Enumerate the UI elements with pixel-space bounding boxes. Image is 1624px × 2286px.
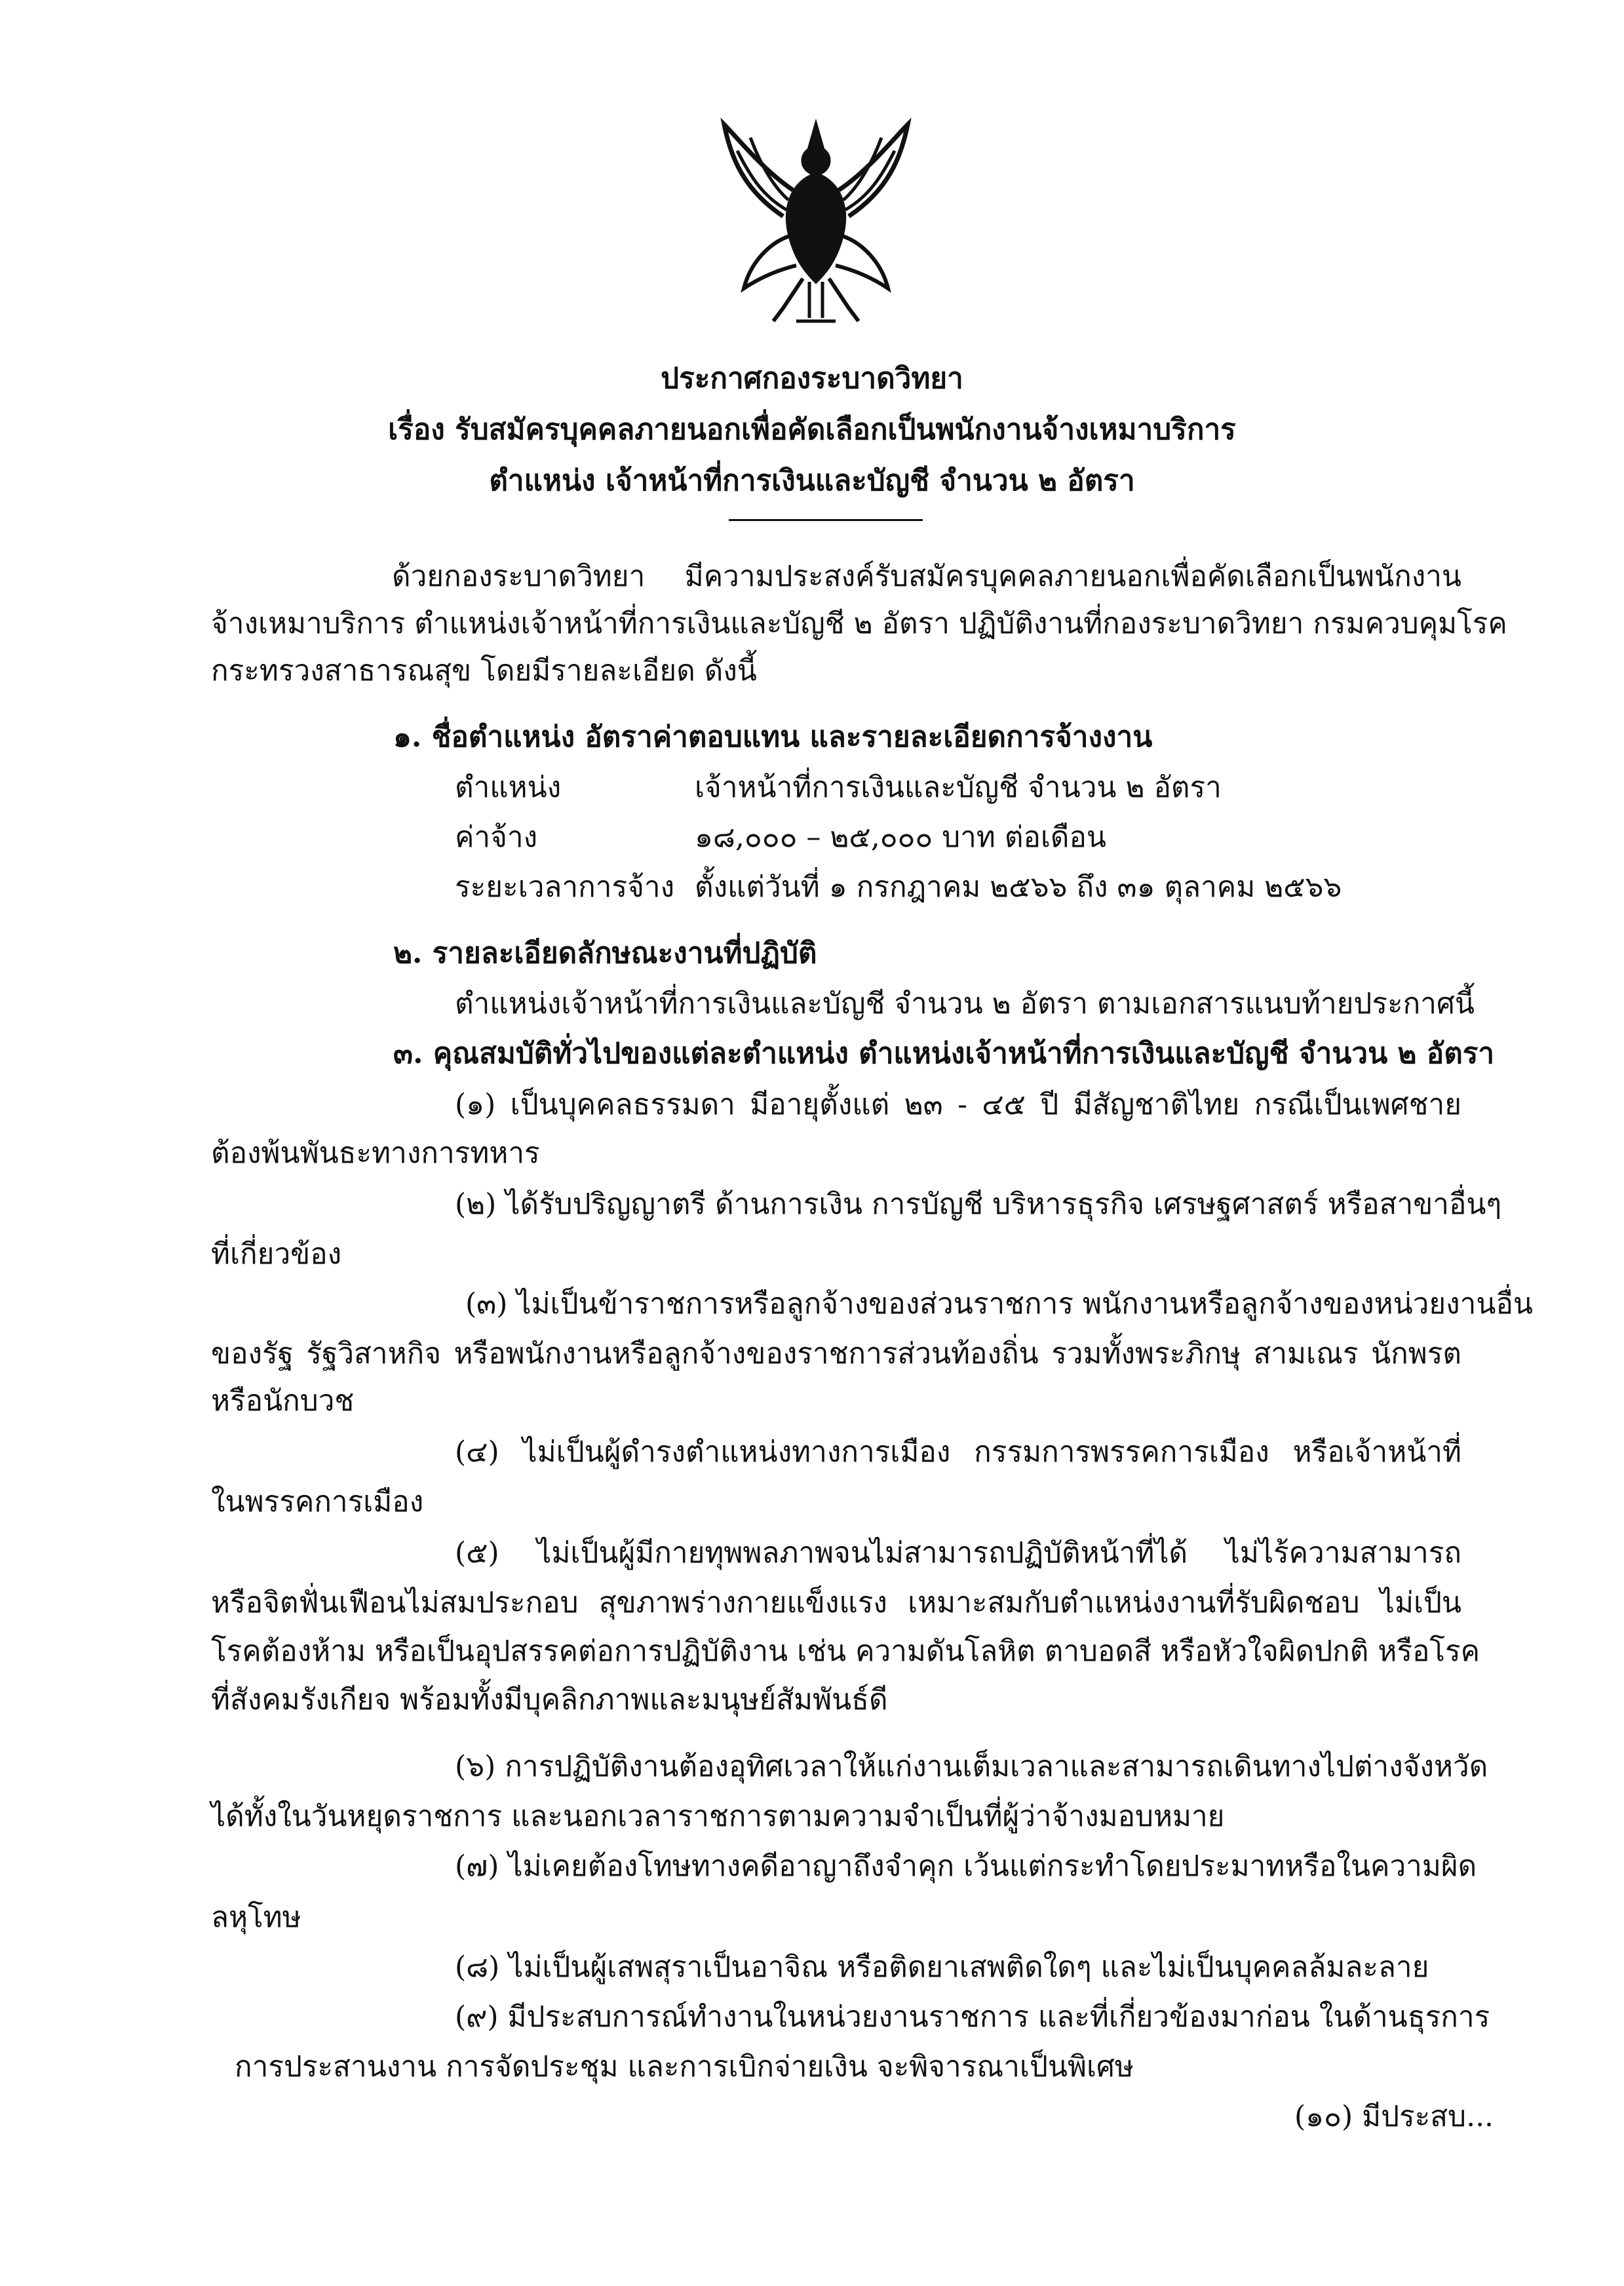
announcement-subject: เรื่อง รับสมัครบุคคลภายนอกเพื่อคัดเลือกเป็นพนักงานจ้างเหมาบริการ <box>388 413 1236 446</box>
qualification-item: (๔) ไม่เป็นผู้ดำรงตำแหน่งทางการเมือง กรรมการพรรคการเมือง หรือเจ้าหน้าที่ <box>455 1435 1461 1469</box>
qualification-item: (๙) มีประสบการณ์ทำงานในหน่วยงานราชการ และที่เกี่ยวข้องมาก่อน ในด้านธุรการ <box>455 2000 1490 2034</box>
intro-line-2: จ้างเหมาบริการ ตำแหน่งเจ้าหน้าที่การเงินและบัญชี ๒ อัตรา ปฏิบัติงานที่กองระบาดวิทยา กรมควบคุมโรค <box>211 607 1507 640</box>
qualification-item: ลหุโทษ <box>211 1901 301 1934</box>
qualification-item: หรือนักบวช <box>211 1384 355 1418</box>
qualification-item: (๓) ไม่เป็นข้าราชการหรือลูกจ้างของส่วนราชการ พนักงานหรือลูกจ้างของหน่วยงานอื่น <box>465 1287 1533 1321</box>
qualification-item: (๒) ได้รับปริญญาตรี ด้านการเงิน การบัญชี บริหารธุรกิจ เศรษฐศาสตร์ หรือสาขาอื่นๆ <box>455 1188 1502 1221</box>
section-1-label: ระยะเวลาการจ้าง <box>455 870 675 904</box>
section-2-text: ตำแหน่งเจ้าหน้าที่การเงินและบัญชี จำนวน ๒ อัตรา ตามเอกสารแนบท้ายประกาศนี้ <box>455 987 1475 1020</box>
qualification-item: ที่สังคมรังเกียจ พร้อมทั้งมีบุคลิกภาพและมนุษย์สัมพันธ์ดี <box>211 1683 888 1716</box>
qualification-item: ในพรรคการเมือง <box>211 1485 424 1519</box>
qualification-item: ต้องพ้นพันธะทางการทหาร <box>211 1136 540 1170</box>
intro-line-3: กระทรวงสาธารณสุข โดยมีรายละเอียด ดังนี้ <box>211 654 757 688</box>
continuation-text: (๑๐) มีประสบ... <box>1294 2100 1494 2133</box>
qualification-item: โรคต้องห้าม หรือเป็นอุปสรรคต่อการปฏิบัติงาน เช่น ความดันโลหิต ตาบอดสี หรือหัวใจผิดปกติ หรือโรค <box>211 1635 1480 1668</box>
qualification-item: ที่เกี่ยวข้อง <box>211 1237 342 1271</box>
section-1-value: เจ้าหน้าที่การเงินและบัญชี จำนวน ๒ อัตรา <box>695 771 1222 804</box>
qualification-item: ของรัฐ รัฐวิสาหกิจ หรือพนักงานหรือลูกจ้างของราชการส่วนท้องถิ่น รวมทั้งพระภิกษุ สามเณร นักพรต <box>211 1337 1461 1370</box>
qualification-item: หรือจิตฟั่นเฟือนไม่สมประกอบ สุขภาพร่างกายแข็งแรง เหมาะสมกับตำแหน่งงานที่รับผิดชอบ ไม่เป็น <box>211 1586 1461 1619</box>
garuda-emblem <box>711 111 921 328</box>
qualification-item: การประสานงาน การจัดประชุม และการเบิกจ่ายเงิน จะพิจารณาเป็นพิเศษ <box>235 2050 1134 2083</box>
intro-line-1: ด้วยกองระบาดวิทยา มีความประสงค์รับสมัครบุคคลภายนอกเพื่อคัดเลือกเป็นพนักงาน <box>392 560 1461 593</box>
qualification-item: (๕) ไม่เป็นผู้มีกายทุพพลภาพจนไม่สามารถปฏิบัติหน้าที่ได้ ไม่ไร้ความสามารถ <box>455 1536 1461 1570</box>
section-1-heading: ๑. ชื่อตำแหน่ง อัตราค่าตอบแทน และรายละเอียดการจ้างงาน <box>393 720 1153 754</box>
section-1-label: ค่าจ้าง <box>455 821 538 854</box>
qualification-item: (๖) การปฏิบัติงานต้องอุทิศเวลาให้แก่งานเต็มเวลาและสามารถเดินทางไปต่างจังหวัด <box>455 1750 1488 1783</box>
title-underline <box>729 519 923 521</box>
qualification-item: (๗) ไม่เคยต้องโทษทางคดีอาญาถึงจำคุก เว้นแต่กระทำโดยประมาทหรือในความผิด <box>455 1850 1477 1883</box>
announcement-title: ประกาศกองระบาดวิทยา <box>661 362 963 395</box>
qualification-item: ได้ทั้งในวันหยุดราชการ และนอกเวลาราชการตามความจำเป็นที่ผู้ว่าจ้างมอบหมาย <box>211 1800 1225 1833</box>
section-3-heading: ๓. คุณสมบัติทั่วไปของแต่ละตำแหน่ง ตำแหน่งเจ้าหน้าที่การเงินและบัญชี จำนวน ๒ อัตรา <box>393 1037 1495 1070</box>
section-1-value: ตั้งแต่วันที่ ๑ กรกฎาคม ๒๕๖๖ ถึง ๓๑ ตุลาคม ๒๕๖๖ <box>695 870 1342 904</box>
section-1-value: ๑๘,๐๐๐ – ๒๕,๐๐๐ บาท ต่อเดือน <box>695 821 1106 854</box>
qualification-item: (๘) ไม่เป็นผู้เสพสุราเป็นอาจิณ หรือติดยาเสพติดใดๆ และไม่เป็นบุคคลล้มละลาย <box>455 1950 1429 1984</box>
qualification-item: (๑) เป็นบุคคลธรรมดา มีอายุตั้งแต่ ๒๓ - ๔๕ ปี มีสัญชาติไทย กรณีเป็นเพศชาย <box>455 1088 1461 1121</box>
announcement-position: ตำแหน่ง เจ้าหน้าที่การเงินและบัญชี จำนวน ๒ อัตรา <box>489 464 1135 497</box>
section-1-label: ตำแหน่ง <box>455 771 562 804</box>
section-2-heading: ๒. รายละเอียดลักษณะงานที่ปฏิบัติ <box>393 937 817 970</box>
